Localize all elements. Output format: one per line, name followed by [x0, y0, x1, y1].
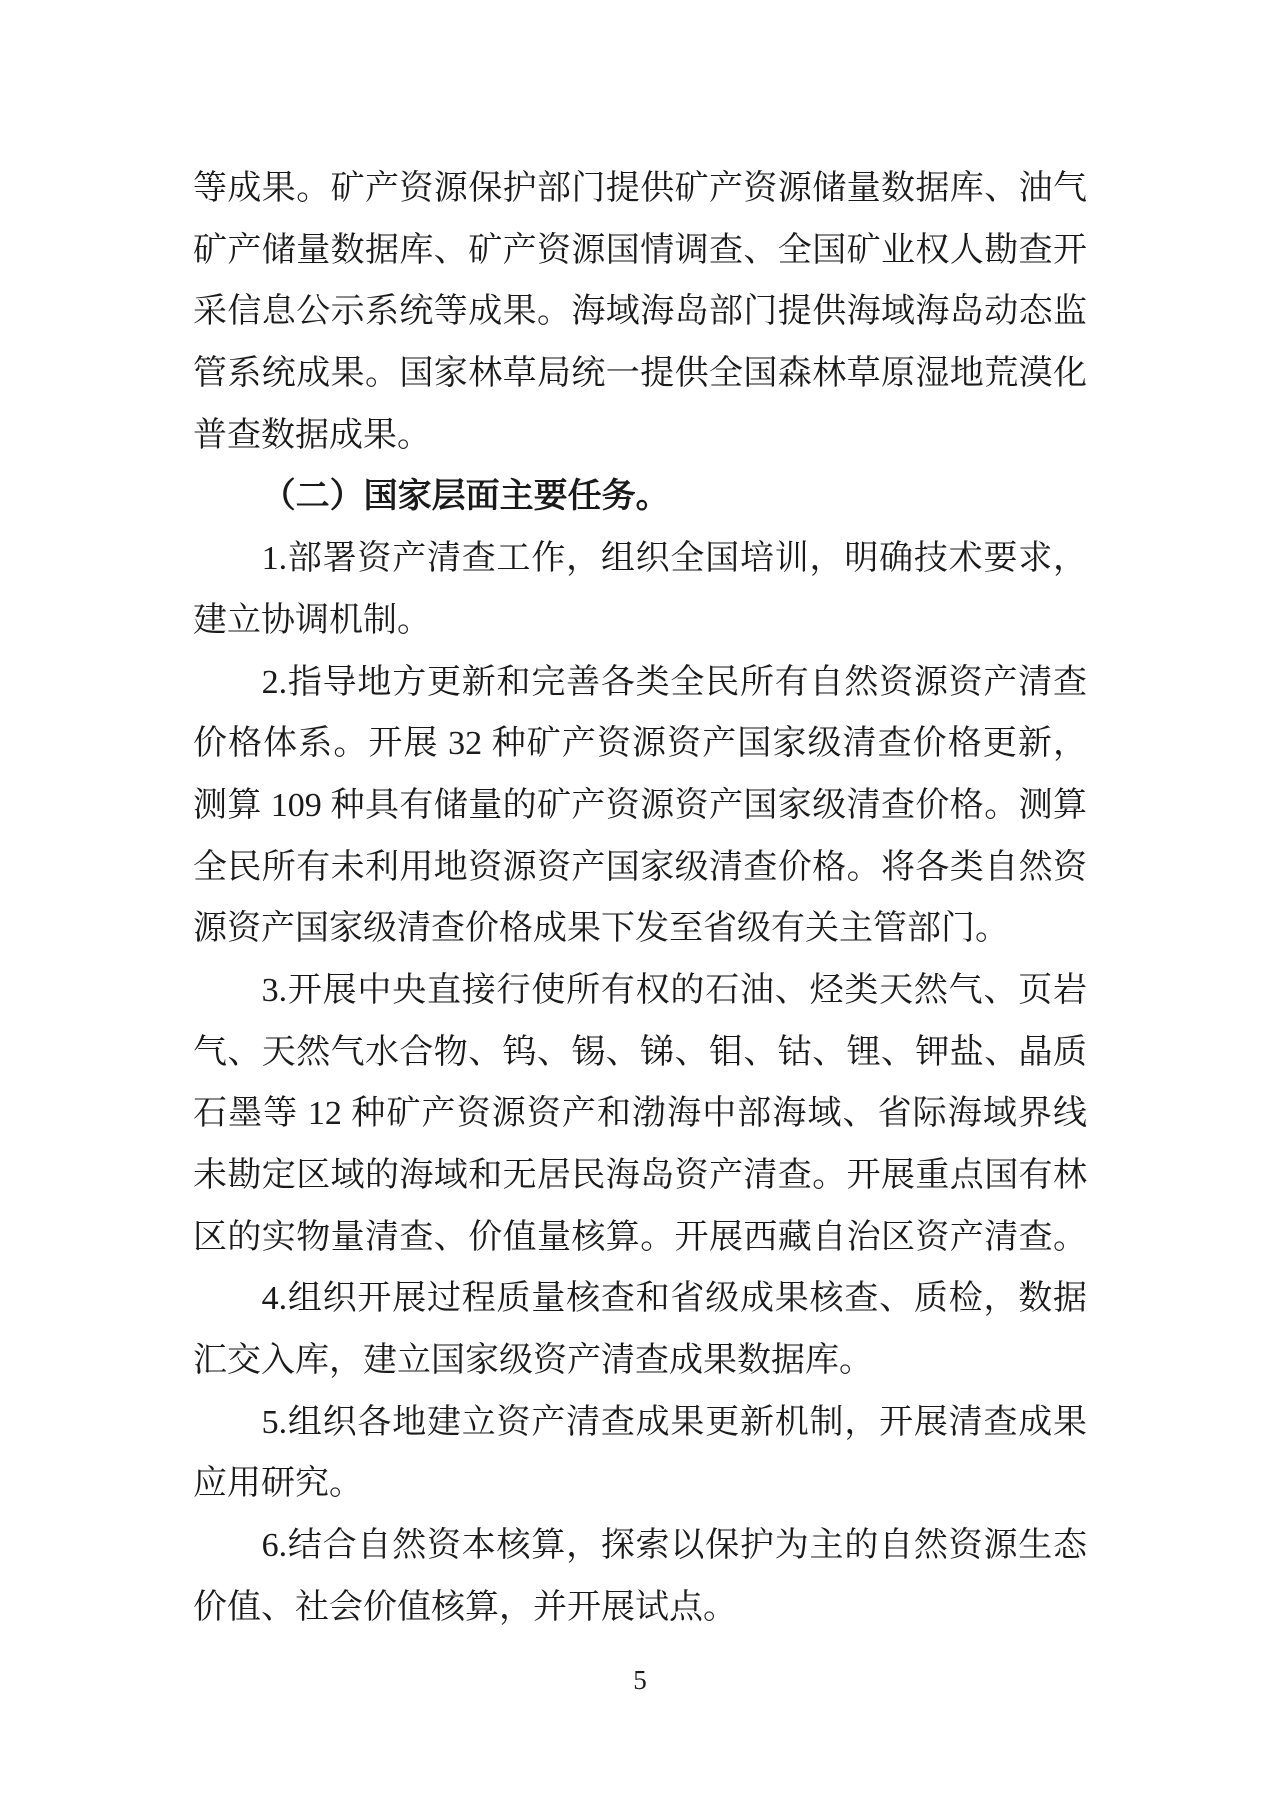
- text-line: 测算 109 种具有储量的矿产资源资产国家级清查价格。测算: [193, 786, 1087, 824]
- text-line: 区的实物量清查、价值量核算。开展西藏自治区资产清查。: [193, 1218, 1087, 1256]
- text-line: 管系统成果。国家林草局统一提供全国森林草原湿地荒漠化: [193, 355, 1087, 393]
- text-block: [193, 158, 1087, 1639]
- section-heading: （二）国家层面主要任务。: [261, 478, 670, 516]
- text-line: 等成果。矿产资源保护部门提供矿产资源储量数据库、油气: [193, 170, 1087, 207]
- text-line: 3.开展中央直接行使所有权的石油、烃类天然气、页岩: [261, 971, 1087, 1009]
- text-line: 汇交入库，建立国家级资产清查成果数据库。: [193, 1342, 873, 1380]
- text-line: 石墨等 12 种矿产资源资产和渤海中部海域、省际海域界线: [193, 1095, 1087, 1133]
- text-line: 2.指导地方更新和完善各类全民所有自然资源资产清查: [261, 663, 1087, 701]
- text-line: 全民所有未利用地资源资产国家级清查价格。将各类自然资: [193, 848, 1087, 886]
- text-line: 价值、社会价值核算，并开展试点。: [193, 1588, 737, 1626]
- text-line: 气、天然气水合物、钨、锡、锑、钼、钴、锂、钾盐、晶质: [193, 1033, 1087, 1071]
- text-line: 建立协调机制。: [193, 601, 431, 639]
- text-line: 矿产储量数据库、矿产资源国情调查、全国矿业权人勘查开: [193, 231, 1087, 269]
- text-line: 未勘定区域的海域和无居民海岛资产清查。开展重点国有林: [193, 1157, 1087, 1194]
- page-number: 5: [633, 1665, 647, 1695]
- text-line: 6.结合自然资本核算，探索以保护为主的自然资源生态: [261, 1527, 1087, 1565]
- text-line: 1.部署资产清查工作，组织全国培训，明确技术要求，: [261, 540, 1087, 578]
- text-line: 普查数据成果。: [193, 416, 431, 454]
- text-line: 应用研究。: [193, 1465, 363, 1503]
- text-line: 采信息公示系统等成果。海域海岛部门提供海域海岛动态监: [193, 293, 1087, 331]
- text-line: 5.组织各地建立资产清查成果更新机制，开展清查成果: [261, 1403, 1087, 1441]
- text-line: 4.组织开展过程质量核查和省级成果核查、质检，数据: [261, 1280, 1087, 1318]
- text-line: 价格体系。开展 32 种矿产资源资产国家级清查价格更新，: [193, 725, 1087, 763]
- text-line: 源资产国家级清查价格成果下发至省级有关主管部门。: [193, 910, 1009, 948]
